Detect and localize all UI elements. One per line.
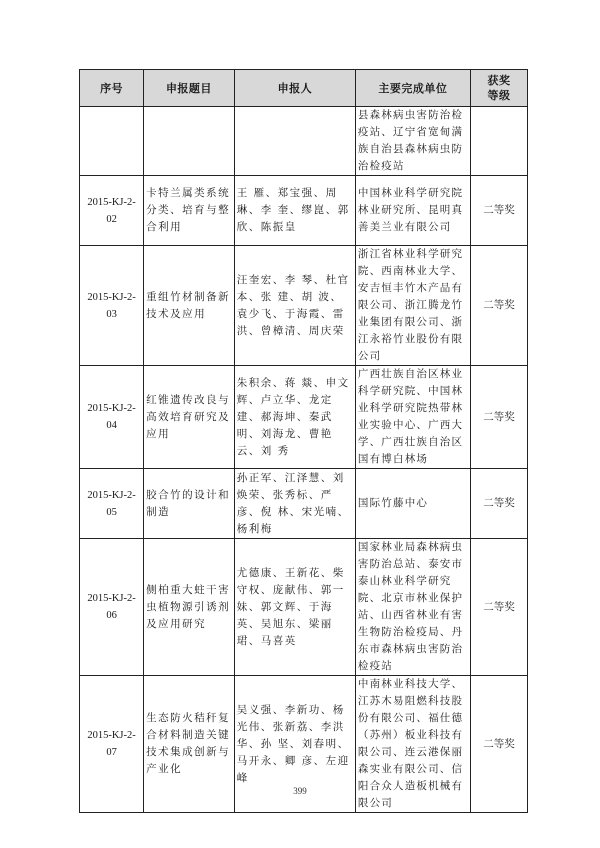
page-number: 399: [293, 786, 307, 796]
row-no: 2015-KJ-2-02: [80, 176, 144, 246]
row-grade: 二等奖: [470, 176, 527, 246]
awards-table: [79, 69, 528, 813]
header-grade: 获奖等级: [470, 70, 527, 107]
row-person: 尤德康、王新花、柴守权、庞献伟、郭一妹、郭文辉、于海英、吴旭东、梁丽珺、马喜英: [234, 539, 355, 676]
row-person: 汪奎宏、李 琴、杜官本、张 建、胡 波、袁少飞、于海霞、雷洪、曾樟清、周庆荣: [234, 246, 355, 366]
table-row: [80, 469, 528, 539]
row-unit: 国际竹藤中心: [355, 469, 470, 539]
row-no: 2015-KJ-2-05: [80, 469, 144, 539]
row-grade: 二等奖: [470, 366, 527, 469]
row-title: 红锥遗传改良与高效培育研究及应用: [144, 366, 235, 469]
row-grade: 二等奖: [470, 676, 527, 813]
table-row: [80, 176, 528, 246]
row-grade: 二等奖: [470, 539, 527, 676]
row-no: 2015-KJ-2-07: [80, 676, 144, 813]
row-unit: 县森林病虫害防治检疫站、辽宁省宽甸满族自治县森林病虫防治检疫站: [355, 107, 470, 176]
table-row: [80, 539, 528, 676]
table-header-row: [80, 70, 528, 107]
row-no: 2015-KJ-2-06: [80, 539, 144, 676]
row-unit: 中国林业科学研究院林业研究所、昆明真善美兰业有限公司: [355, 176, 470, 246]
table-row: [80, 366, 528, 469]
row-title: 胶合竹的设计和制造: [144, 469, 235, 539]
table-row: [80, 246, 528, 366]
row-no: [80, 107, 144, 176]
header-title: 申报题目: [144, 70, 235, 107]
row-unit: 中南林业科技大学、江苏木易阻燃科技股份有限公司、福仕德（苏州）板业科技有限公司、连云港保丽森实业有限公司、信阳合众人造板机械有限公司: [355, 676, 470, 813]
row-person: 朱积余、蒋 燚、申文辉、卢立华、龙定建、郝海坤、秦武明、刘海龙、曹艳云、刘 秀: [234, 366, 355, 469]
row-person: 吴义强、李新功、杨光伟、张新荔、李洪华、孙 坚、刘春明、马开永、卿 彦、左迎峰: [234, 676, 355, 813]
row-title: 生态防火秸秆复合材料制造关键技术集成创新与产业化: [144, 676, 235, 813]
row-unit: 广西壮族自治区林业科学研究院、中国林业科学研究院热带林业实验中心、广西大学、广西壮族自治区国有博白林场: [355, 366, 470, 469]
row-title: 侧柏重大蛀干害虫植物源引诱剂及应用研究: [144, 539, 235, 676]
row-grade: [470, 107, 527, 176]
header-no: 序号: [80, 70, 144, 107]
row-grade: 二等奖: [470, 246, 527, 366]
row-unit: 浙江省林业科学研究院、西南林业大学、安吉恒丰竹木产品有限公司、浙江腾龙竹业集团有限公司、浙江永裕竹业股份有限公司: [355, 246, 470, 366]
header-person: 申报人: [234, 70, 355, 107]
row-person: 孙正军、江泽慧、刘焕荣、张秀标、严 彦、倪 林、宋光喃、杨利梅: [234, 469, 355, 539]
table-row: [80, 107, 528, 176]
row-unit: 国家林业局森林病虫害防治总站、泰安市泰山林业科学研究院、北京市林业保护站、山西省林业有害生物防治检疫局、丹东市森林病虫害防治检疫站: [355, 539, 470, 676]
header-unit: 主要完成单位: [355, 70, 470, 107]
row-title: 卡特兰属类系统分类、培育与整合利用: [144, 176, 235, 246]
row-title: 重组竹材制备新技术及应用: [144, 246, 235, 366]
row-no: 2015-KJ-2-03: [80, 246, 144, 366]
row-person: [234, 107, 355, 176]
row-no: 2015-KJ-2-04: [80, 366, 144, 469]
row-person: 王 雁、郑宝强、周琳、李 奎、缪崑、郭欣、陈振皇: [234, 176, 355, 246]
row-grade: 二等奖: [470, 469, 527, 539]
row-title: [144, 107, 235, 176]
